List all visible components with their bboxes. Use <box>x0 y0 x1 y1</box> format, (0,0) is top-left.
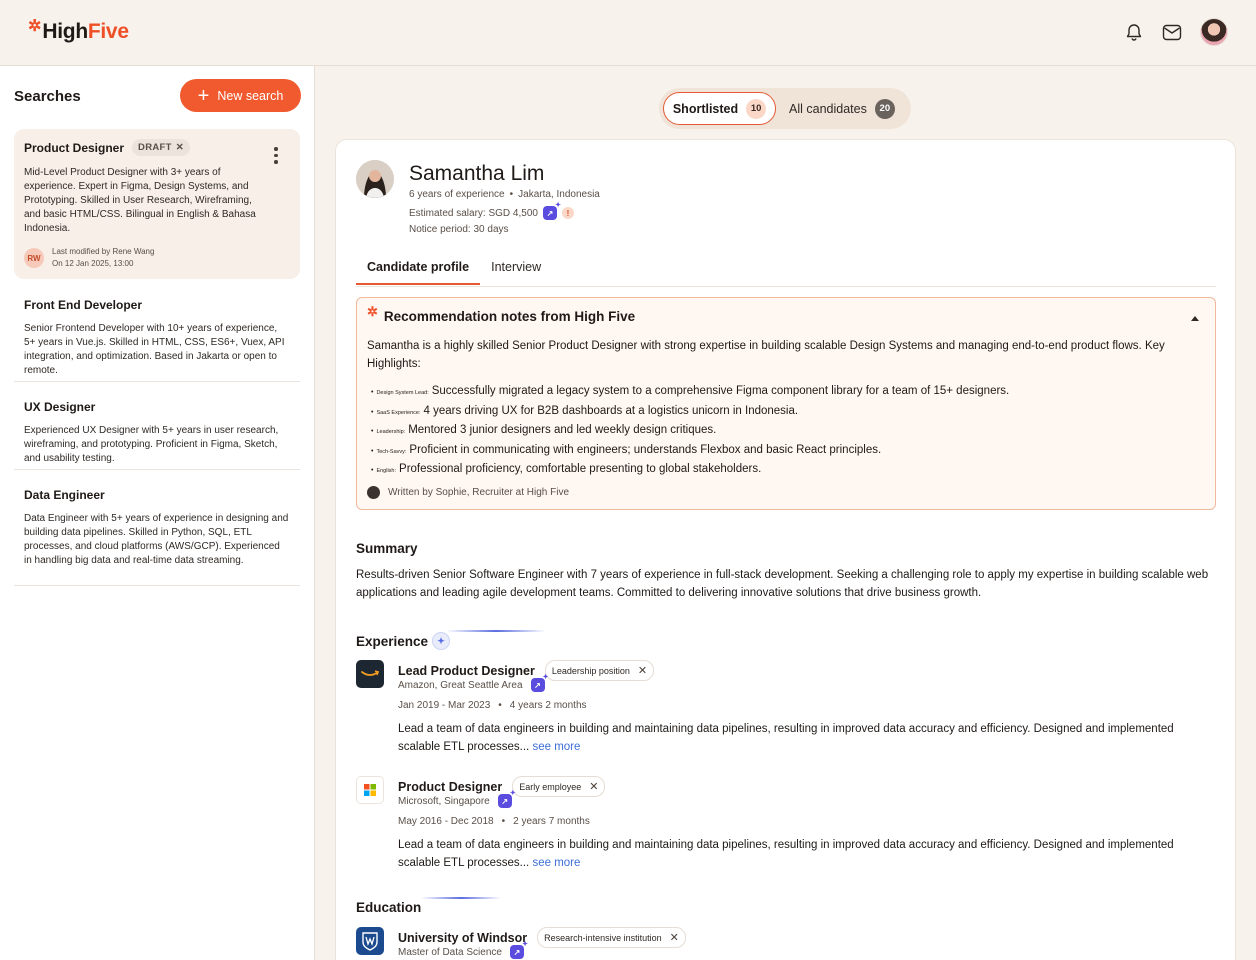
experience-item <box>356 776 1216 876</box>
search-item-description: Senior Frontend Developer with 10+ years of experience, 5+ years in Vue.js. Skilled in HTML, CSS, ES6+, Vuex, API integration, and optimization. Based in Jakarta or open to remote. <box>24 323 285 376</box>
search-item-title: Product Designer <box>24 140 125 155</box>
location: Jakarta, Indonesia <box>518 189 600 200</box>
job-company: Amazon, Great Seattle Area <box>398 679 523 691</box>
estimated-salary: Estimated salary: SGD 4,500 <box>409 207 538 219</box>
job-title: Lead Product Designer <box>398 663 535 678</box>
candidate-meta: 6 years of experience • Jakarta, Indonesia <box>409 189 600 200</box>
ai-sparkle-icon[interactable]: ↗ ✦ <box>531 678 545 692</box>
job-dates: Jan 2019 - Mar 2023 • 4 years 2 months <box>398 700 587 711</box>
searches-title: Searches <box>14 88 81 105</box>
recommendation-title: Recommendation notes from High Five <box>383 308 636 324</box>
search-item-title: UX Designer <box>24 400 96 414</box>
summary-title: Summary <box>356 541 418 556</box>
amazon-logo <box>356 660 384 688</box>
avatar <box>367 486 380 499</box>
logo-star-icon: ✲ <box>28 18 42 35</box>
ai-sparkle-icon[interactable]: ↗ ✦ <box>498 794 512 808</box>
warning-icon[interactable]: ! <box>562 207 574 219</box>
search-item-front-end-developer[interactable] <box>14 288 300 388</box>
sparkle-icon[interactable]: ✦ <box>432 632 450 650</box>
highlight-list <box>371 383 1009 481</box>
tabs-divider <box>356 286 1216 287</box>
search-item-description: Experienced UX Designer with 5+ years in user research, wireframing, and prototyping. Proficient in Figma, Sketch, and usability testing. <box>24 425 279 464</box>
experience-heading: Experience ✦ <box>356 632 450 650</box>
profile-tabs <box>356 254 552 285</box>
experience-item <box>356 660 1216 760</box>
all-candidates-count: 20 <box>875 99 895 119</box>
list-item: • Leadership: Mentored 3 junior designers and led weekly design critiques. <box>371 424 717 436</box>
candidate-filter-toggle <box>659 88 911 129</box>
modified-by: Last modified by Rene Wang <box>52 247 155 256</box>
job-tag: Leadership position ✕ <box>545 660 654 681</box>
tab-all-candidates[interactable]: All candidates 20 <box>789 92 895 125</box>
salary-row <box>409 206 574 220</box>
job-title: Product Designer <box>398 779 503 794</box>
divider <box>14 585 300 586</box>
remove-tag-icon[interactable]: ✕ <box>589 781 599 793</box>
accent-line <box>446 630 546 632</box>
summary-text: Results-driven Senior Software Engineer with 7 years of experience in full-stack development. Seeking a challenging role to apply my expertise in building scalable web applications and leading agile development teams. Committed to delivering innovative solutions that drive business growth. <box>356 569 1209 599</box>
mail-icon[interactable] <box>1162 22 1182 42</box>
plus-icon: + <box>197 84 210 107</box>
tab-candidate-profile[interactable]: Candidate profile <box>356 254 480 285</box>
top-bar <box>0 0 1256 66</box>
ai-sparkle-icon[interactable]: ↗ ✦ <box>543 206 557 220</box>
highfive-logo[interactable] <box>28 20 129 44</box>
highfive-star-icon: ✲ <box>367 304 378 319</box>
see-more-link[interactable]: see more <box>532 857 581 869</box>
search-item-title: Front End Developer <box>24 298 143 312</box>
accent-line <box>421 897 501 899</box>
search-item-title: Data Engineer <box>24 488 105 502</box>
last-modified <box>24 246 290 270</box>
job-company: Microsoft, Singapore <box>398 795 490 807</box>
tab-interview[interactable]: Interview <box>491 260 542 274</box>
avatar: RW <box>24 248 44 268</box>
experience-years: 6 years of experience <box>409 189 505 200</box>
job-dates: May 2016 - Dec 2018 • 2 years 7 months <box>398 816 590 827</box>
education-item <box>356 927 1216 960</box>
candidate-name: Samantha Lim <box>409 162 545 185</box>
logo-text-high: High <box>42 20 88 43</box>
user-avatar[interactable] <box>1200 18 1228 46</box>
list-item: • English: Professional proficiency, comfortable presenting to global stakeholders. <box>371 463 762 475</box>
recommendation-notes <box>356 297 1216 510</box>
school-tag: Research-intensive institution ✕ <box>537 927 686 948</box>
windsor-logo <box>356 927 384 955</box>
notice-period: Notice period: 30 days <box>409 224 509 235</box>
more-options-icon[interactable] <box>274 147 278 164</box>
remove-draft-icon[interactable]: ✕ <box>175 142 184 153</box>
remove-tag-icon[interactable]: ✕ <box>637 665 648 677</box>
search-item-product-designer[interactable] <box>14 129 300 279</box>
job-tag: Early employee ✕ <box>512 776 605 797</box>
job-description: Lead a team of data engineers in building and maintaining data pipelines, resulting in improved data accuracy and efficiency. Designed and implemented scalable ETL processes... see more <box>398 839 1174 869</box>
education-heading: Education <box>356 900 422 915</box>
search-item-ux-designer[interactable] <box>14 390 300 476</box>
tab-shortlisted[interactable]: Shortlisted 10 <box>663 92 776 125</box>
school-name: University of Windsor <box>398 930 528 945</box>
top-actions <box>1124 18 1228 46</box>
list-item: • SaaS Experience: 4 years driving UX for B2B dashboards at a logistics unicorn in Indonesia. <box>371 404 799 417</box>
microsoft-logo <box>356 776 384 804</box>
see-more-link[interactable]: see more <box>532 741 581 753</box>
recommendation-intro: Samantha is a highly skilled Senior Product Designer with strong expertise in building scalable Design Systems and managing end-to-end product flows. Key Highlights: <box>367 340 1165 370</box>
divider <box>14 469 300 470</box>
draft-badge: DRAFT ✕ <box>132 139 190 156</box>
modified-on: On 12 Jan 2025, 13:00 <box>52 259 134 268</box>
new-search-button[interactable] <box>180 79 301 112</box>
searches-sidebar <box>0 66 315 960</box>
logo-text-five: Five <box>87 20 129 43</box>
collapse-icon[interactable] <box>1191 316 1199 321</box>
divider <box>14 381 300 382</box>
search-item-data-engineer[interactable] <box>14 478 300 578</box>
new-search-label: New search <box>217 88 284 103</box>
job-description: Lead a team of data engineers in building and maintaining data pipelines, resulting in improved data accuracy and efficiency. Designed and implemented scalable ETL processes... see more <box>398 723 1174 753</box>
shortlisted-count: 10 <box>746 99 766 119</box>
degree: Master of Data Science <box>398 946 502 958</box>
bell-icon[interactable] <box>1124 22 1144 42</box>
candidate-photo <box>356 160 394 198</box>
ai-sparkle-icon[interactable]: ↗ ✦ <box>510 945 524 959</box>
list-item: • Design System Lead: Successfully migrated a legacy system to a comprehensive Figma component library for a team of 15+ designers. <box>371 385 1010 397</box>
search-item-description: Data Engineer with 5+ years of experience in designing and building data pipelines. Skilled in Python, SQL, ETL processes, and cloud platforms (AWS/GCP). Experienced in handling big data and real-time data streaming. <box>24 513 289 566</box>
recommendation-author: Written by Sophie, Recruiter at High Five <box>367 486 569 499</box>
search-item-description: Mid-Level Product Designer with 3+ years of experience. Expert in Figma, Design Systems, and Prototyping. Skilled in User Research, Wireframing, and basic HTML/CSS. Bilingual in English & Bahasa Indonesia. <box>24 167 256 234</box>
candidate-card <box>335 139 1236 960</box>
remove-tag-icon[interactable]: ✕ <box>669 932 679 944</box>
list-item: • Tech-Savvy: Proficient in communicating with engineers; understands Flexbox and basic React principles. <box>371 443 882 456</box>
